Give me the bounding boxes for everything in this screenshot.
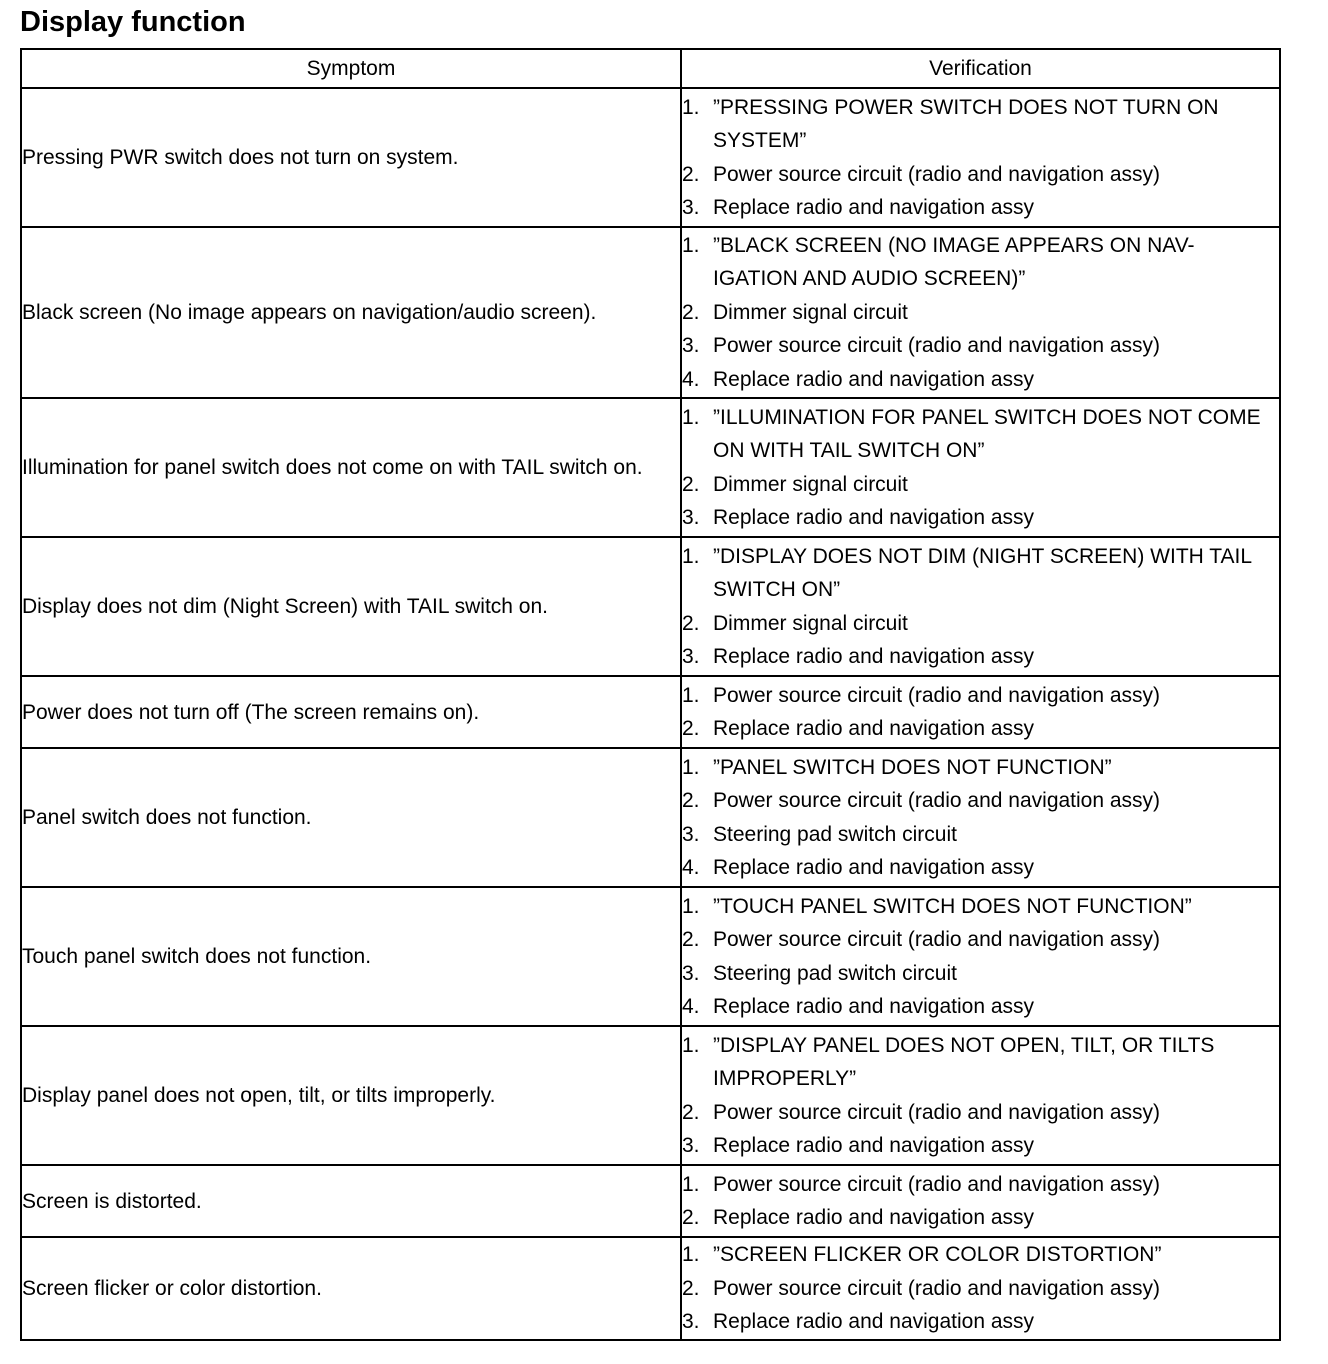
verification-step	[682, 296, 1279, 330]
step-text: Dimmer signal circuit	[713, 472, 908, 496]
step-text: Replace radio and navigation assy	[713, 196, 1035, 219]
table-row	[21, 88, 1280, 227]
table-row	[21, 748, 1280, 887]
step-text: ”TOUCH PANEL SWITCH DOES NOT FUNCTION”	[713, 894, 1192, 918]
step-text: Replace radio and navigation assy	[713, 995, 1035, 1018]
step-number: 3.	[682, 645, 700, 668]
step-text: Replace radio and navigation assy	[713, 1310, 1035, 1334]
step-number: 2.	[682, 472, 700, 496]
verification-cell	[681, 676, 1280, 748]
verification-step	[682, 607, 1279, 641]
step-number: 2.	[682, 789, 700, 812]
verification-steps	[682, 1029, 1279, 1163]
step-number: 1.	[682, 683, 700, 707]
verification-step	[682, 401, 1279, 468]
verification-step	[682, 468, 1279, 502]
step-number: 3.	[682, 822, 700, 846]
step-number: 3.	[682, 506, 700, 529]
verification-step	[682, 1029, 1279, 1096]
verification-column-header: Verification	[681, 49, 1280, 88]
step-text: Replace radio and navigation assy	[713, 506, 1035, 529]
verification-step	[682, 851, 1279, 885]
table-row	[21, 887, 1280, 1026]
verification-step	[682, 363, 1279, 397]
verification-step	[682, 1201, 1279, 1235]
verification-steps	[682, 751, 1279, 885]
verification-cell	[681, 88, 1280, 227]
symptom-cell: Pressing PWR switch does not turn on system.	[21, 88, 681, 227]
verification-step	[682, 501, 1279, 535]
step-number: 1.	[682, 405, 700, 429]
verification-step	[682, 890, 1279, 924]
diagnosis-table	[20, 48, 1281, 1341]
step-number: 2.	[682, 1100, 700, 1124]
symptom-cell: Screen is distorted.	[21, 1165, 681, 1237]
verification-step	[682, 91, 1279, 158]
step-text: ”PRESSING POWER SWITCH DOES NOT TURN ON SYSTEM”	[713, 95, 1219, 152]
verification-cell	[681, 1026, 1280, 1165]
step-number: 1.	[682, 894, 700, 918]
verification-step	[682, 679, 1279, 713]
table-row	[21, 537, 1280, 676]
step-text: Replace radio and navigation assy	[713, 367, 1035, 391]
table-row	[21, 227, 1280, 398]
verification-step	[682, 1272, 1279, 1306]
step-text: Replace radio and navigation assy	[713, 645, 1035, 668]
step-text: ”SCREEN FLICKER OR COLOR DISTORTION”	[713, 1243, 1162, 1267]
symptom-cell: Display panel does not open, tilt, or tilts improperly.	[21, 1026, 681, 1165]
verification-steps	[682, 1238, 1279, 1339]
step-text: Power source circuit (radio and navigation assy)	[713, 789, 1161, 812]
verification-step	[682, 158, 1279, 192]
symptom-cell: Illumination for panel switch does not come on with TAIL switch on.	[21, 398, 681, 537]
step-number: 1.	[682, 1033, 700, 1057]
step-number: 2.	[682, 611, 700, 635]
verification-steps	[682, 91, 1279, 225]
verification-step	[682, 1129, 1279, 1163]
step-number: 4.	[682, 995, 700, 1018]
table-row	[21, 398, 1280, 537]
step-number: 1.	[682, 233, 700, 257]
step-number: 2.	[682, 1206, 700, 1229]
step-text: Steering pad switch circuit	[713, 961, 957, 985]
verification-cell	[681, 398, 1280, 537]
step-text: Replace radio and navigation assy	[713, 856, 1035, 879]
step-number: 3.	[682, 961, 700, 985]
verification-step	[682, 1305, 1279, 1339]
verification-cell	[681, 227, 1280, 398]
table-row	[21, 1237, 1280, 1340]
step-number: 1.	[682, 755, 700, 779]
step-text: ”BLACK SCREEN (NO IMAGE APPEARS ON NAV-IGATION AND AUDIO SCREEN)”	[713, 233, 1195, 291]
symptom-cell: Touch panel switch does not function.	[21, 887, 681, 1026]
verification-steps	[682, 890, 1279, 1024]
verification-step	[682, 640, 1279, 674]
verification-step	[682, 712, 1279, 746]
verification-step	[682, 540, 1279, 607]
verification-cell	[681, 537, 1280, 676]
step-number: 3.	[682, 196, 700, 219]
step-number: 3.	[682, 334, 700, 358]
step-text: Dimmer signal circuit	[713, 611, 908, 635]
step-number: 1.	[682, 1243, 700, 1267]
verification-step	[682, 1168, 1279, 1202]
step-number: 2.	[682, 1276, 700, 1300]
verification-step	[682, 957, 1279, 991]
step-text: Steering pad switch circuit	[713, 822, 957, 846]
verification-cell	[681, 887, 1280, 1026]
step-text: Power source circuit (radio and navigation assy)	[713, 1100, 1161, 1124]
table-row	[21, 1026, 1280, 1165]
step-text: ”PANEL SWITCH DOES NOT FUNCTION”	[713, 755, 1112, 779]
verification-steps	[682, 401, 1279, 535]
step-number: 2.	[682, 717, 700, 740]
verification-cell	[681, 748, 1280, 887]
table-body	[21, 88, 1280, 1340]
verification-step	[682, 923, 1279, 957]
verification-step	[682, 818, 1279, 852]
step-text: ”ILLUMINATION FOR PANEL SWITCH DOES NOT COME ON WITH TAIL SWITCH ON”	[713, 405, 1261, 462]
step-text: Power source circuit (radio and navigation assy)	[713, 162, 1161, 186]
verification-cell	[681, 1165, 1280, 1237]
verification-step	[682, 1238, 1279, 1272]
verification-step	[682, 751, 1279, 785]
verification-step	[682, 1096, 1279, 1130]
step-number: 2.	[682, 300, 700, 324]
verification-steps	[682, 229, 1279, 397]
verification-step	[682, 329, 1279, 363]
step-number: 4.	[682, 367, 700, 391]
symptom-cell: Panel switch does not function.	[21, 748, 681, 887]
step-number: 1.	[682, 1172, 700, 1196]
step-number: 3.	[682, 1310, 700, 1334]
verification-cell	[681, 1237, 1280, 1340]
step-number: 3.	[682, 1134, 700, 1157]
step-text: Dimmer signal circuit	[713, 300, 908, 324]
step-text: Replace radio and navigation assy	[713, 1206, 1035, 1229]
verification-steps	[682, 540, 1279, 674]
verification-step	[682, 990, 1279, 1024]
table-row	[21, 676, 1280, 748]
step-text: Power source circuit (radio and navigation assy)	[713, 1276, 1161, 1300]
step-text: ”DISPLAY PANEL DOES NOT OPEN, TILT, OR TILTS IMPROPERLY”	[713, 1033, 1215, 1090]
symptom-cell: Power does not turn off (The screen remains on).	[21, 676, 681, 748]
verification-steps	[682, 1168, 1279, 1235]
step-number: 2.	[682, 162, 700, 186]
step-text: ”DISPLAY DOES NOT DIM (NIGHT SCREEN) WITH TAIL SWITCH ON”	[713, 544, 1252, 601]
step-text: Power source circuit (radio and navigation assy)	[713, 683, 1161, 707]
step-text: Replace radio and navigation assy	[713, 717, 1035, 740]
step-text: Power source circuit (radio and navigation assy)	[713, 334, 1161, 358]
page-title: Display function	[20, 6, 246, 38]
verification-step	[682, 229, 1279, 296]
step-number: 1.	[682, 544, 700, 568]
step-text: Power source circuit (radio and navigation assy)	[713, 928, 1161, 951]
verification-steps	[682, 679, 1279, 746]
table-row	[21, 1165, 1280, 1237]
step-number: 2.	[682, 928, 700, 951]
verification-step	[682, 784, 1279, 818]
symptom-cell: Screen flicker or color distortion.	[21, 1237, 681, 1340]
step-number: 1.	[682, 95, 700, 119]
table-header-row	[21, 49, 1280, 88]
verification-step	[682, 191, 1279, 225]
step-text: Power source circuit (radio and navigation assy)	[713, 1172, 1161, 1196]
symptom-cell: Display does not dim (Night Screen) with TAIL switch on.	[21, 537, 681, 676]
symptom-column-header: Symptom	[21, 49, 681, 88]
step-number: 4.	[682, 856, 700, 879]
symptom-cell: Black screen (No image appears on navigation/audio screen).	[21, 227, 681, 398]
step-text: Replace radio and navigation assy	[713, 1134, 1035, 1157]
